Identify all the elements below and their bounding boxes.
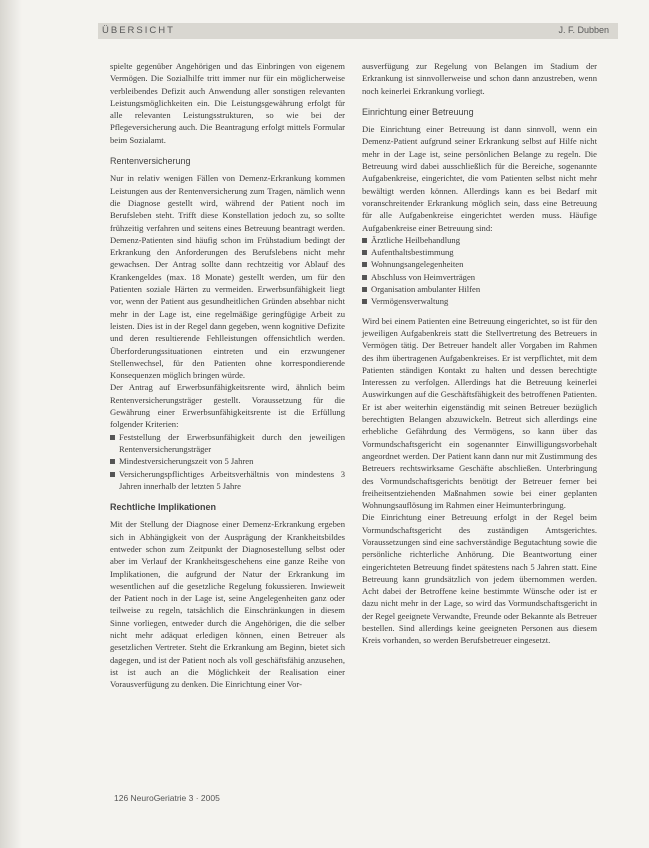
rente-paragraph: Nur in relativ wenigen Fällen von Demenz-Erkrankung kommen Leistungen aus der Rentenversicherung zum Tragen, nämlich wenn die Diagnose gestellt wird, während der Patient noch im Berufsleben steht. Trifft diese Konstellation jedoch zu, so sollte frühzeitig verfahren und seitens eines Betreuung beantragt werden. Demenz-Patienten sind häufig schon im Frühstadium bedingt der Erkrankung den Anforderungen des Berufslebens nicht mehr gewachsen. Der Antrag sollte dann rechtzeitig vor Ablauf des Krankengeldes (max. 18 Monate) gestellt werden, um für den Patienten soziale Härten zu vermeiden. Erwerbsunfähigkeit liegt vor, wenn der Patient aus gesundheitlichen Gründen absehbar nicht mehr in der Lage ist, eine regelmäßige geringfügige Arbeit zu leisten. Dies ist in der Regel dann gegeben, wenn kognitive Defizite und deren resultierende Fehlleistungen offensichtlich werden. Überforderungssituationen eintreten und ein erzwungener Stellenwechsel, für den Patienten ohne korrespondierende Konsequenzen möglich bringen würde. (110, 173, 345, 381)
list-item: Mindestversicherungszeit von 5 Jahren (110, 455, 345, 467)
list-item: Vermögensverwaltung (362, 295, 597, 307)
page-footer: 126 NeuroGeriatrie 3 · 2005 (114, 793, 220, 803)
list-item: Versicherungspflichtiges Arbeitsverhältnis von mindestens 3 Jahren innerhalb der letzten 5 Jahre (110, 468, 345, 493)
betreuung-paragraph: Die Einrichtung einer Betreuung ist dann sinnvoll, wenn ein Demenz-Patient aufgrund seiner Erkrankung selbst auf Hilfe nicht mehr in der Lage ist, seine persönlichen Belange zu regeln. Die Betreuung wird dabei ausschließlich für die Bereiche, sogenannte Aufgabenkreise, eingerichtet, die vom Patienten selbst nicht mehr bewältigt werden können. Allerdings kann es bei Bedarf mit voranschreitender Erkrankung möglich sein, dass eine Betreuung für alle Aufgabenkreise eingerichtet werden muss. Häufige Aufgabenkreise einer Betreuung sind: (362, 124, 597, 233)
heading-einrichtung-betreuung: Einrichtung einer Betreuung (362, 106, 474, 117)
left-column (110, 60, 345, 691)
right-intro-paragraph: ausverfügung zur Regelung von Belangen im Stadium der Erkrankung ist sinnvollerweise und schon dann anzustreben, wenn noch keinerlei Erkrankung vorliegt. (362, 61, 597, 96)
list-item: Aufenthaltsbestimmung (362, 246, 597, 258)
list-item: Ärztliche Heilbehandlung (362, 234, 597, 246)
heading-rechtliche-implikationen: Rechtliche Implikationen (110, 502, 217, 513)
list-item: Abschluss von Heimverträgen (362, 271, 597, 283)
heading-rentenversicherung: Rentenversicherung (110, 156, 191, 167)
left-intro-paragraph: spielte gegenüber Angehörigen und das Einbringen von eigenem Vermögen. Die Sozialhilfe tritt immer nur für ein möglicherweise verbleibendes Defizit auch Anwendung aller sonstigen relevanten Leistungsmöglichkeiten ein. Die Leistungsgewährung erfolgt für alle relevanten Leistungsstrukturen, so wie bei der Pflegeversicherung auch. Die Beantragung erfolgt mittels Formular beim Sozialamt. (110, 61, 345, 145)
header-bar (98, 23, 618, 39)
procedure-paragraph: Die Einrichtung einer Betreuung erfolgt in der Regel beim Vormundschaftsgericht des zuständigen Amtsgerichtes. Voraussetzungen sind eine sachverständige Begutachtung sowie die persönliche richterliche Anhörung. Die Beantwortung einer eingerichteten Betreuung findet spätestens nach 5 Jahren statt. Eine Betreuung kann grundsätzlich von jedem übernommen werden. Acht dabei der Betroffene keine bestimmte Wünsche oder ist er dazu nicht mehr in der Lage, so wird das Vormundschaftsgericht in der Regel geeignete Verwandte, Freunde oder Bekannte als Betreuer bestellen. Sind allerdings keine geeigneten Personen aus diesem Kreis vorhanden, so werden Berufsbetreuer eingesetzt. (362, 512, 597, 646)
right-column (362, 60, 597, 647)
author-label: J. F. Dubben (558, 25, 609, 35)
list-item: Feststellung der Erwerbsunfähigkeit durch den jeweiligen Rentenversicherungsträger (110, 431, 345, 456)
list-item: Wohnungsangelegenheiten (362, 258, 597, 270)
section-label: ÜBERSICHT (102, 25, 175, 36)
rente-paragraph-2: Der Antrag auf Erwerbsunfähigkeitsrente wird, ähnlich beim Rentenversicherungsträger gestellt. Voraussetzung für die Gewährung einer Erwerbsunfähigkeitsrente ist die Erfüllung folgender Kriterien: (110, 382, 345, 430)
after-tasks-paragraph: Wird bei einem Patienten eine Betreuung eingerichtet, so ist für den jeweiligen Aufgabenkreis statt die Stellvertretung des Betreuers in Vermögen tätig. Der Betreuer handelt aller Vorgaben im Rahmen des ihm übertragenen Aufgabenkreises. Er ist verpflichtet, mit dem Patienten ständigen Kontakt zu halten und dessen berechtigte Interessen zu verfolgen. Allerdings hat die Betreuung keinerlei Auswirkungen auf die Geschäftsfähigkeit des betroffenen Patienten. Er ist aber weiterhin eigenständig mit seinen Betreuer bezüglich berechtigten Belangen abzuwickeln. Betreut sich allerdings eine erhebliche Gefährdung des Vermögens, so kann über das Vormundschaftsgericht ein sogenannter Einwilligungsvorbehalt angeordnet werden. Der Patient kann dann nur mit Zustimmung des Betreuers rechtswirksame Geschäfte abschließen. Unterbringung des Vormundschaftsgerichts benötigt der Betreuer ferner bei freiheitsentziehenden Maßnahmen sowie bei einer geplanten Wohnungsauflösung im Rahmen einer Heimunterbringung. (362, 315, 597, 511)
tasks-list (362, 234, 597, 308)
list-item: Organisation ambulanter Hilfen (362, 283, 597, 295)
page-edge-shadow (0, 0, 22, 848)
criteria-list (110, 431, 345, 492)
recht-paragraph: Mit der Stellung der Diagnose einer Demenz-Erkrankung ergeben sich in Abhängigkeit von der Ausprägung der Krankheitsbildes entweder schon zum Zeitpunkt der Diagnosestellung selbst oder aber im Verlauf der Krankheitsgeschehens eine ganze Reihe von Implikationen, die aufgrund der Natur der Erkrankung im wesentlichen auf die gesetzliche Regelung fokussieren. Inwieweit der Patient noch in der Lage ist, seine Angelegenheiten ganz oder teilweise zu regeln, tatsächlich die Einschränkungen in diesem Sinne vorliegen, entweder durch die Angehörigen, die die selber nicht mehr adäquat erledigen können, einen Betreuer als gesetzlichen Vertreter. Steht die Erkrankung am Beginn, bietet sich dagegen, und ist der Patient noch als voll geschäftsfähig anzusehen, ist ist auch an die Möglichkeit der Realisation einer Vorausverfügung zu denken. Die Einrichtung einer Vor- (110, 519, 345, 690)
